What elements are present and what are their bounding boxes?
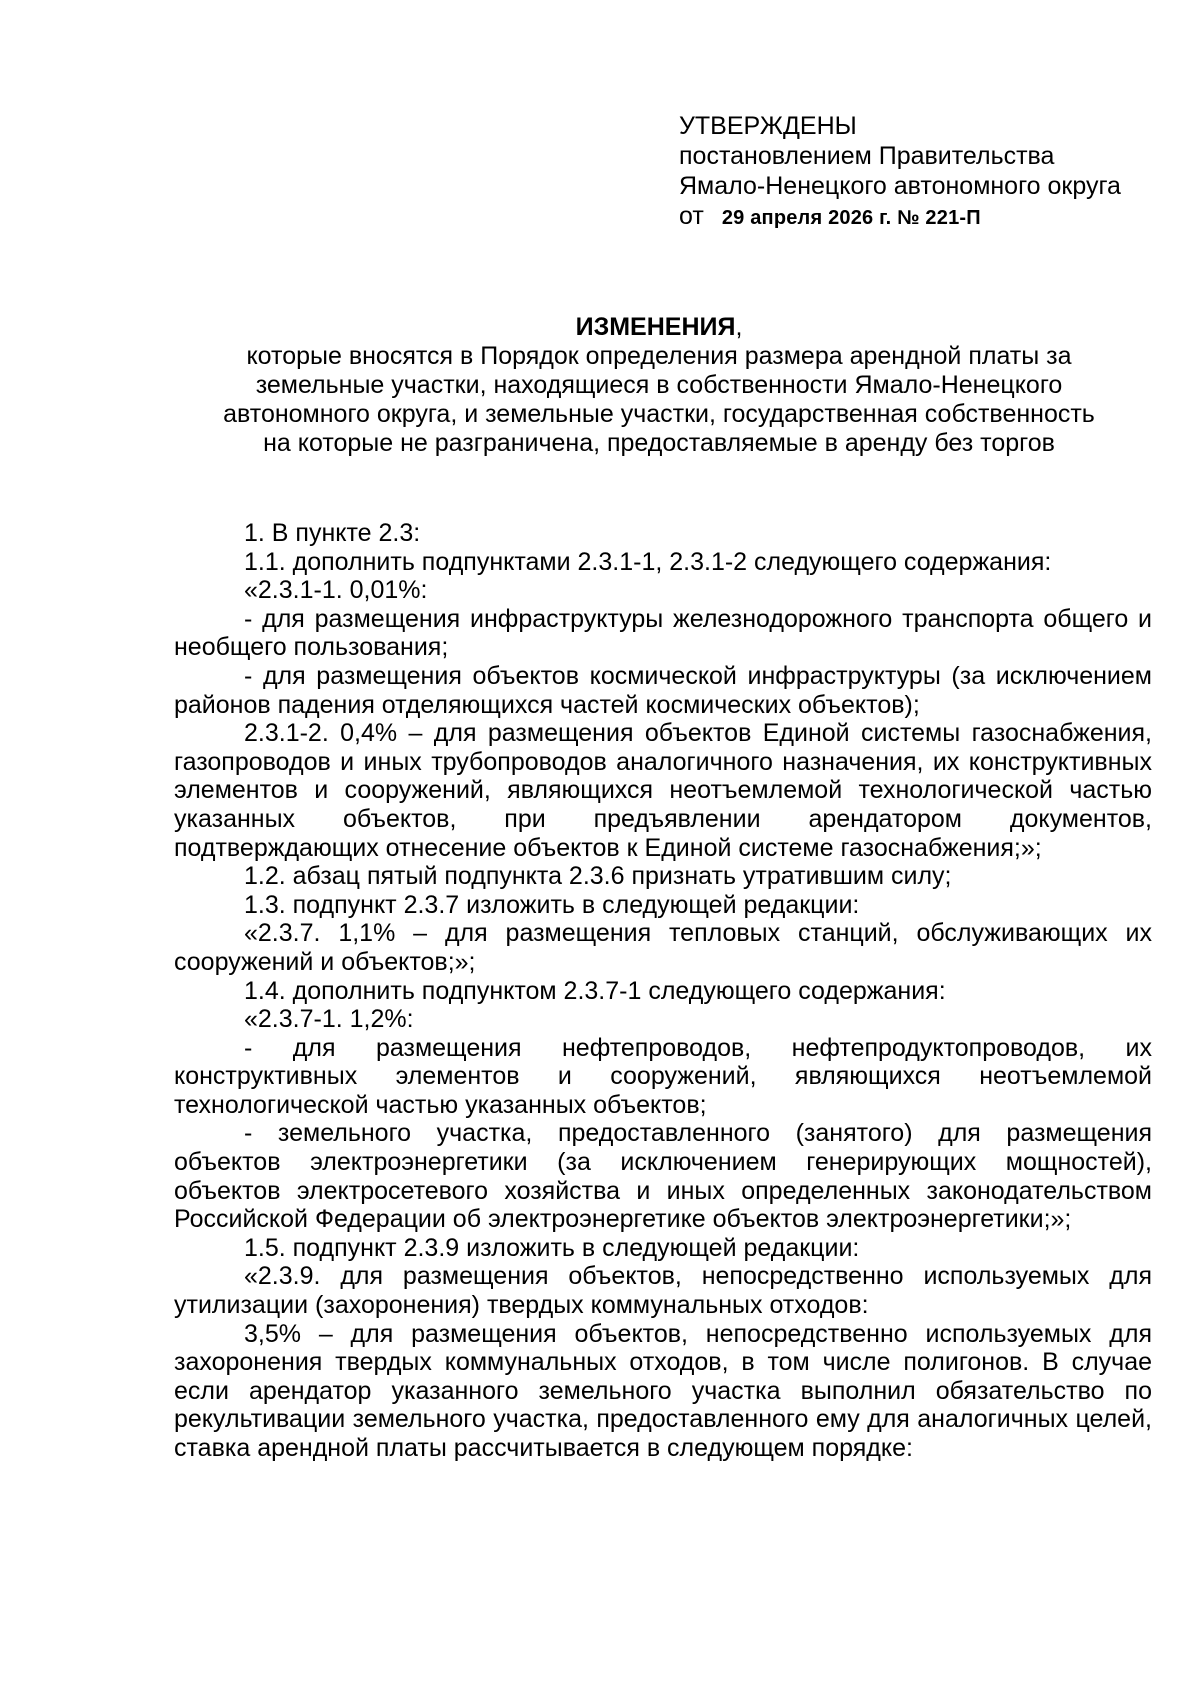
body-paragraph: 1.4. дополнить подпунктом 2.3.7-1 следующего содержания: (244, 976, 946, 1005)
approval-stamp-title: УТВЕРЖДЕНЫ (679, 112, 857, 140)
body-paragraph: «2.3.7-1. 1,2%: (244, 1005, 414, 1034)
approval-line-1: постановлением Правительства (679, 142, 1055, 170)
body-paragraph: 3,5% – для размещения объектов, непосредственно используемых для захоронения твердых коммунальных отходов, в том числе полигонов. В случае если арендатор указанного земельного участка выполнил обязательство по рекультивации земельного участка, предоставленного ему для аналогичных целей, ставка арендной платы рассчитывается в следующем порядке: (174, 1319, 1152, 1462)
document-title (174, 313, 1144, 458)
body-paragraph: 1. В пункте 2.3: (244, 519, 421, 547)
document-body (174, 519, 1152, 1463)
body-paragraph: - земельного участка, предоставленного (занятого) для размещения объектов электроэнергетики (за исключением генерирующих мощностей), объектов электросетевого хозяйства и иных определенных законодательством Российской Федерации об электроэнергетике объектов электроэнергетики;»; (174, 1119, 1152, 1234)
body-paragraph: 2.3.1-2. 0,4% – для размещения объектов Единой системы газоснабжения, газопроводов и иных трубопроводов аналогичного назначения, их конструктивных элементов и сооружений, являющихся неотъемлемой технологической частью указанных объектов, при предъявлении арендатором документов, подтверждающих отнесение объектов к Единой системе газоснабжения;»; (174, 719, 1152, 862)
body-paragraph: - для размещения инфраструктуры железнодорожного транспорта общего и необщего пользования; (174, 604, 1152, 662)
body-paragraph: - для размещения объектов космической инфраструктуры (за исключением районов падения отделяющихся частей космических объектов); (174, 661, 1152, 719)
body-paragraph: «2.3.9. для размещения объектов, непосредственно используемых для утилизации (захоронения) твердых коммунальных отходов: (174, 1262, 1152, 1320)
title-heading-line (174, 313, 1144, 342)
title-line-3: автономного округа, и земельные участки, государственная собственность (223, 400, 1095, 428)
title-line-4: на которые не разграничена, предоставляемые в аренду без торгов (263, 429, 1055, 457)
body-paragraph: «2.3.1-1. 0,01%: (244, 576, 428, 605)
approval-line-2: Ямало-Ненецкого автономного округа (679, 172, 1121, 200)
body-paragraph: 1.3. подпункт 2.3.7 изложить в следующей редакции: (244, 890, 860, 919)
approval-date-prefix: от (679, 202, 704, 230)
body-paragraph: - для размещения нефтепроводов, нефтепродуктопроводов, их конструктивных элементов и сооружений, являющихся неотъемлемой технологической частью указанных объектов; (174, 1033, 1152, 1119)
title-heading-suffix: , (735, 313, 743, 341)
body-paragraph: «2.3.7. 1,1% – для размещения тепловых станций, обслуживающих их сооружений и объектов;»; (174, 919, 1152, 976)
body-paragraph: 1.2. абзац пятый подпункта 2.3.6 признать утратившим силу; (244, 862, 952, 891)
body-paragraph: 1.1. дополнить подпунктами 2.3.1-1, 2.3.1-2 следующего содержания: (244, 547, 1052, 576)
title-line-2: земельные участки, находящиеся в собственности Ямало-Ненецкого (255, 371, 1063, 399)
approval-date-value: 29 апреля 2026 г. № 221-П (721, 207, 981, 229)
title-heading: ИЗМЕНЕНИЯ (575, 313, 736, 341)
title-line-1: которые вносятся в Порядок определения размера арендной платы за (246, 342, 1072, 370)
approval-date-line (679, 201, 1159, 233)
approval-block (679, 111, 1159, 233)
body-paragraph: 1.5. подпункт 2.3.9 изложить в следующей редакции: (244, 1233, 860, 1262)
